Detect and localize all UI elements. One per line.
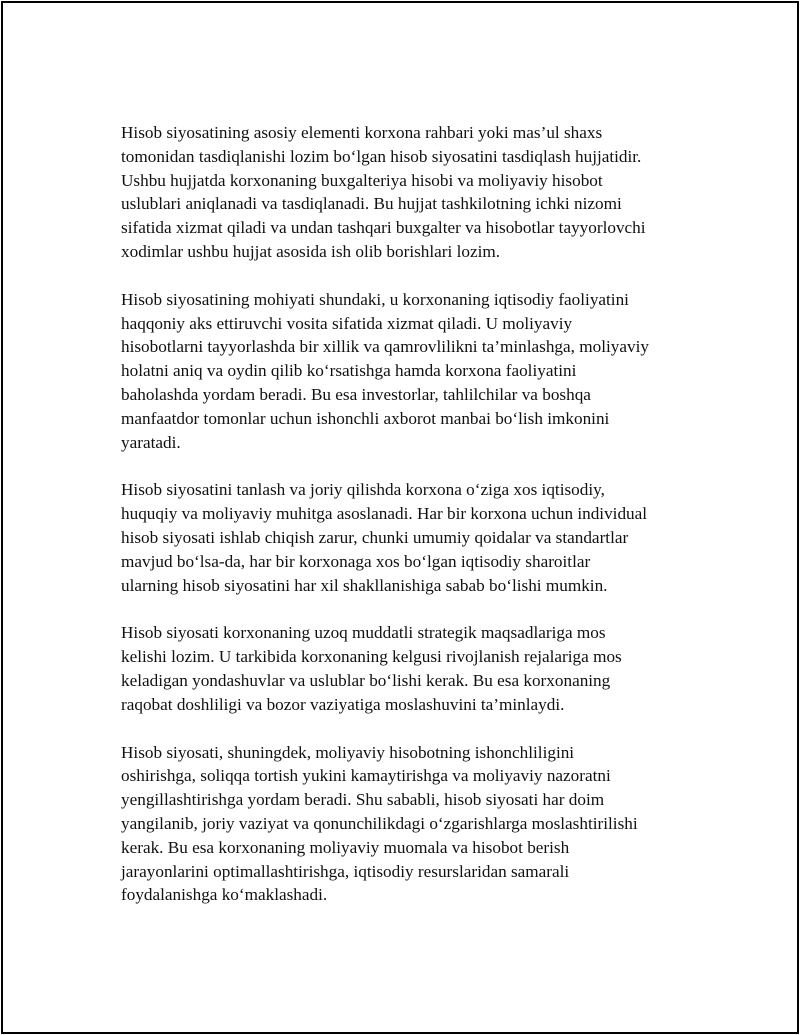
paragraph-line: Hisob siyosati, shuningdek, moliyaviy hisobotning ishonchliligini (121, 742, 575, 762)
paragraph-line: yengillashtirishga yordam beradi. Shu sababli, hisob siyosati har doim (121, 790, 605, 810)
paragraph-3 (121, 478, 687, 597)
document-body (121, 121, 687, 931)
paragraph-line: manfaatdor tomonlar uchun ishonchli axborot manbai bo‘lish imkonini (121, 408, 610, 428)
paragraph-line: hisob siyosati ishlab chiqish zarur, chunki umumiy qoidalar va standartlar (121, 527, 629, 547)
paragraph-line: mavjud bo‘lsa-da, har bir korxonaga xos bo‘lgan iqtisodiy sharoitlar (121, 551, 591, 571)
paragraph-line: raqobat doshliligi va bozor vaziyatiga moslashuvini ta’minlaydi. (121, 694, 565, 714)
paragraph-line: yaratadi. (121, 432, 181, 452)
paragraph-4 (121, 621, 687, 716)
paragraph-line: hisobotlarni tayyorlashda bir xillik va qamrovlilikni ta’minlashga, moliyaviy (121, 337, 649, 357)
paragraph-line: kelishi lozim. U tarkibida korxonaning kelgusi rivojlanish rejalariga mos (121, 647, 622, 667)
paragraph-line: baholashda yordam beradi. Bu esa investorlar, tahlilchilar va boshqa (121, 384, 591, 404)
paragraph-1 (121, 121, 687, 264)
paragraph-line: uslublari aniqlanadi va tasdiqlanadi. Bu hujjat tashkilotning ichki nizomi (121, 194, 622, 214)
paragraph-line: keladigan yondashuvlar va uslublar bo‘lishi kerak. Bu esa korxonaning (121, 670, 611, 690)
paragraph-line: tomonidan tasdiqlanishi lozim bo‘lgan hisob siyosatini tasdiqlash hujjatidir. (121, 146, 642, 166)
paragraph-line: ularning hisob siyosatini har xil shakllanishiga sabab bo‘lishi mumkin. (121, 575, 608, 595)
paragraph-line: Hisob siyosatining mohiyati shundaki, u korxonaning iqtisodiy faoliyatini (121, 289, 629, 309)
paragraph-5 (121, 741, 687, 908)
paragraph-line: xodimlar ushbu hujjat asosida ish olib borishlari lozim. (121, 241, 501, 261)
paragraph-line: yangilanib, joriy vaziyat va qonunchilikdagi o‘zgarishlarga moslashtirilishi (121, 813, 638, 833)
paragraph-line: Hisob siyosati korxonaning uzoq muddatli strategik maqsadlariga mos (121, 623, 606, 643)
paragraph-2 (121, 288, 687, 455)
paragraph-line: Hisob siyosatini tanlash va joriy qilishda korxona o‘ziga xos iqtisodiy, (121, 480, 605, 500)
paragraph-line: Ushbu hujjatda korxonaning buxgalteriya hisobi va moliyaviy hisobot (121, 170, 603, 190)
paragraph-line: kerak. Bu esa korxonaning moliyaviy muomala va hisobot berish (121, 837, 570, 857)
paragraph-line: holatni aniq va oydin qilib ko‘rsatishga hamda korxona faoliyatini (121, 361, 577, 381)
paragraph-line: huquqiy va moliyaviy muhitga asoslanadi. Har bir korxona uchun individual (121, 504, 648, 524)
paragraph-line: haqqoniy aks ettiruvchi vosita sifatida xizmat qiladi. U moliyaviy (121, 313, 573, 333)
page-border-frame (1, 1, 799, 1034)
paragraph-line: jarayonlarini optimallashtirishga, iqtisodiy resurslaridan samarali (121, 861, 570, 881)
paragraph-line: sifatida xizmat qiladi va undan tashqari buxgalter va hisobotlar tayyorlovchi (121, 218, 646, 238)
paragraph-line: Hisob siyosatining asosiy elementi korxona rahbari yoki mas’ul shaxs (121, 123, 603, 142)
paragraph-line: foydalanishga ko‘maklashadi. (121, 885, 328, 905)
paragraph-line: oshirishga, soliqqa tortish yukini kamaytirishga va moliyaviy nazoratni (121, 766, 611, 786)
